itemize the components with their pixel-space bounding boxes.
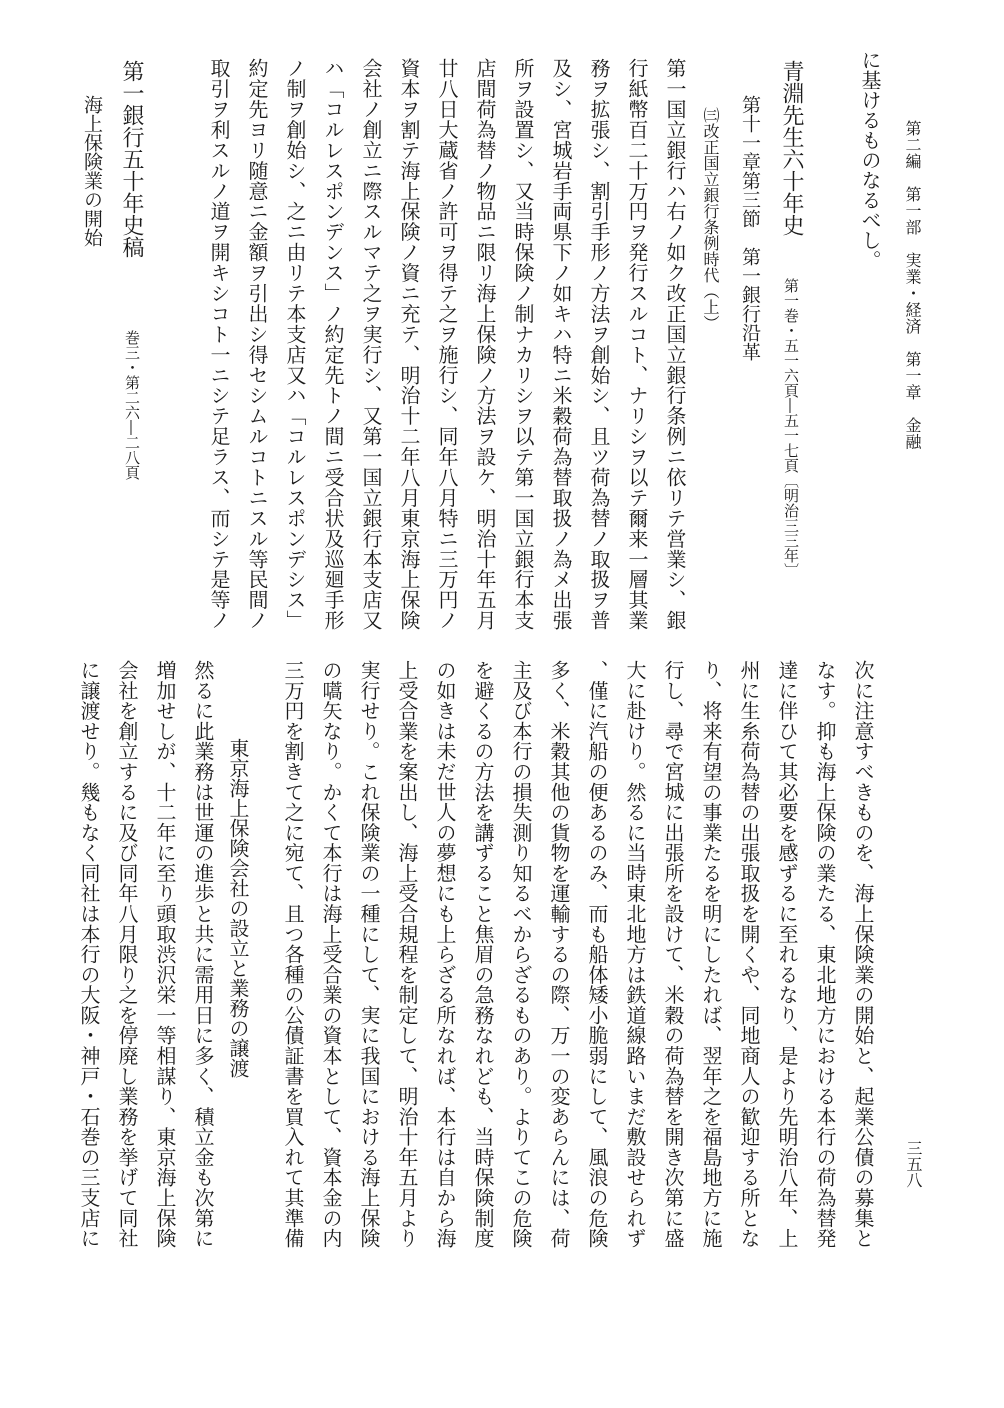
source-body-text: 第一国立銀行ハ右ノ如ク改正国立銀行条例ニ依リテ営業シ、銀行紙幣百二十万円ヲ発行スルコト、ナリシヲ以テ爾来一層其業務ヲ拡張シ、割引手形ノ方法ヲ創始シ、且ツ荷為替ノ取扱ヲ普及シ、宮城岩手両県下ノ如キハ特ニ米穀荷為替取扱ノ為メ出張所ヲ設置シ、又当時保険ノ制ナカリシヲ以テ第一国立銀行本支店間荷為替ノ物品ニ限リ海上保険ノ方法ヲ設ケ、明治十年五月廿八日大蔵省ノ許可ヲ得テ之ヲ施行シ、同年八月特ニ三万円ノ資本ヲ割テ海上保険ノ資ニ充テ、明治十二年八月東京海上保険会社ノ創立ニ際スルマテ之ヲ実行シ、又第一国立銀行本支店又ハ「コルレスポンデンス」ノ約定先トノ間ニ受合状及巡廻手形ノ制ヲ創始シ、之ニ由リテ本支店又ハ「コルレスポンデシス」約定先ヨリ随意ニ金額ヲ引出シ得セシムルコトニスル等民間ノ取引ヲ利スルノ道ヲ開キシコト一ニシテ足ラス、而シテ是等ノ bbox=[207, 58, 687, 630]
section-heading: ㈢改正国立銀行条例時代（上） bbox=[701, 107, 720, 331]
source-title: 青淵先生六十年史 bbox=[779, 60, 804, 236]
body-text: 次に注意すべきものを、海上保険業の開始と、起業公債の募集となす。抑も海上保険の業たる、東北地方における本行の荷為替発達に伴ひて其必要を感ずるに至れるなり、是より先明治八年、上州に生糸荷為替の出張取扱を開くや、同地商人の歓迎する所となり、将来有望の事業たるを明にしたれば、翌年之を福島地方に施行し、尋で宮城に出張所を設けて、米穀の荷為替を開き次第に盛大に赴けり。然るに当時東北地方は鉄道線路いまだ敷設せられず、僅に汽船の便あるのみ、而も船体矮小脆弱にして、風浪の危険多く、米穀其他の貨物を運輸するの際、万一の変あらんには、荷主及び本行の損失測り知るべからざるものあり。よりてこの危険を避くるの方法を講ずること焦眉の急務なれども、当時保険制度の如きは未だ世人の夢想にも上らざる所なれば、本行は自から海上受合業を案出し、海上受合規程を制定して、明治十年五月より実行せり。これ保険業の一種にして、実に我国における海上保険の嚆矢なり。かくて本行は海上受合業の資本として、資本金の内三万円を割きて之に宛て、且つ各種の公債証書を買入れて其準備 bbox=[281, 660, 875, 1248]
source2-subheading: 海上保険業の開始 bbox=[81, 95, 103, 247]
subheading: 東京海上保険会社の設立と業務の譲渡 bbox=[226, 738, 250, 1078]
source2-reference: 巻三・第二六―二八頁 bbox=[123, 330, 141, 480]
running-header: 第二編 第一部 実業・経済 第一章 金融 bbox=[903, 120, 922, 450]
source-reference: 第一巻・五一六頁―五一七頁〔明治三三年〕 bbox=[782, 278, 800, 578]
continuation-line: に基けるものなるべし。 bbox=[858, 50, 882, 270]
body-text-2: 然るに此業務は世運の進歩と共に需用日に多く、積立金も次第に増加せしが、十二年に至り頭取渋沢栄一等相謀り、東京海上保険会社を創立するに及び同年八月限り之を停廃し業務を挙げて同社に譲渡せり。幾もなく同社は本行の大阪・神戸・石巻の三支店に bbox=[77, 660, 215, 1248]
chapter-heading: 第十一章第三節 第一銀行沿革 bbox=[739, 95, 761, 361]
page-number: 三五八 bbox=[904, 1140, 923, 1188]
source2-title: 第一銀行五十年史稿 bbox=[119, 60, 144, 258]
